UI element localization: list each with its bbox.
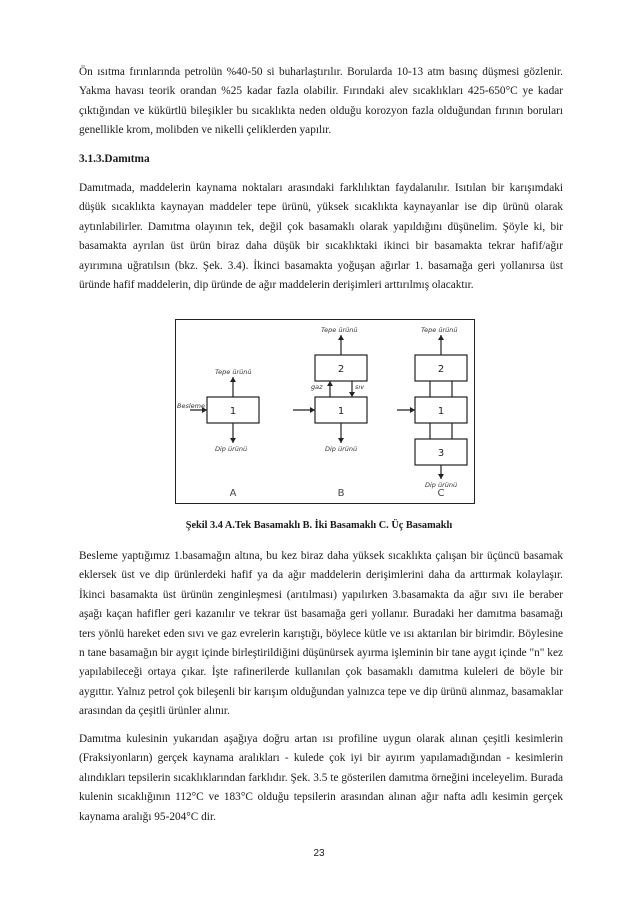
bottom-product-label: Dip ürünü xyxy=(425,481,458,489)
page-number: 23 xyxy=(313,848,325,859)
figure-caption: Şekil 3.4 A.Tek Basamaklı B. İki Basamaklı C. Üç Basamaklı xyxy=(185,520,453,531)
bottom-product-label: Dip ürünü xyxy=(325,445,358,453)
top-product-label: Tepe ürünü xyxy=(321,326,358,334)
gas-label: gaz xyxy=(311,383,323,391)
box-number: 1 xyxy=(437,406,445,417)
feed-label: Besleme xyxy=(177,402,205,410)
bottom-product-label: Dip ürünü xyxy=(215,445,248,453)
fractions-paragraph: Damıtma kulesinin yukarıdan aşağıya doğru artan ısı profiline uygun olarak alınan çeşitli kesimlerin (Fraksiyonların) gerçek kaynama aralıkları - kulede çok iyi bir ayırım yapılamadığından - kesimlerin alındıkları tepsilerin sıcaklıklarından farklıdır. Şek. 3.5 te gösterilen damıtma örneğini inceleyelim. Burada kulenin sıcaklığının 112°C ve 183°C olduğu tepsilerin arasından alınan ağır nafta adlı kesimin gerçek kaynama aralığı 95-204°C dir. xyxy=(79,733,563,823)
liquid-label: sıv xyxy=(355,383,365,391)
box-number: 1 xyxy=(337,406,345,417)
third-stage-paragraph: Besleme yaptığımız 1.basamağın altına, bu kez biraz daha yüksek sıcaklıkta çalışan bir üçüncü basamak eklersek üst ve dip ürünlerdeki hafif ya da ağır maddelerin derişimlerini daha da arttırmak kolaylaşır. İkinci basamakta üst ürünün zenginleşmesi (arıtılması) yapılırken 3.basamakta da ağır sıvı ile beraber aşağı kaçan hafifler geri kazanılır ve tekrar üst basamağa geri yollanır. Buradaki her damıtma basamağı ters yönlü hareket eden sıvı ve gaz evrelerin karıştığı, böylece kütle ve ısı aktarılan bir birimdir. Böylesine n tane basamağın bir aygıt içinde birleştirildiğini düşünürsek ayırma işleminin bir tane aygıt içinde "n" kez yapılabileceği ortaya çıkar. İşte rafinerilerde kullanılan çok basamaklı damıtma kuleleri de böyle bir aygıttır. Yalnız petrol çok bileşenli bir karışım olduğundan yalnızca tepe ve dip ürünü alınmaz, basamaklar arasından da çeşitli ürünler alınır. xyxy=(79,550,563,718)
box-number: 2 xyxy=(337,364,345,375)
box-number: 1 xyxy=(229,406,237,417)
panel-letter: B xyxy=(337,488,345,499)
box-number: 3 xyxy=(437,448,445,459)
box-number: 2 xyxy=(437,364,445,375)
top-product-label: Tepe ürünü xyxy=(215,368,252,376)
intro-paragraph: Ön ısıtma fırınlarında petrolün %40-50 si buharlaştırılır. Borularda 10-13 atm basınç düşmesi gözlenir. Yakma havası teorik orandan %25 kadar fazla olabilir. Fırındaki alev sıcaklıkları 425-650°C ye kadar çıktığından ve kükürtlü bileşikler bu sıcaklıkta neden olduğu korozyon fazla olduğundan fırının boruları genellikle krom, molibden ve nikelli çeliklerden yapılır. xyxy=(79,66,563,137)
panel-letter: C xyxy=(437,488,445,499)
section-heading: 3.1.3.Damıtma xyxy=(79,153,150,165)
panel-letter: A xyxy=(229,488,237,499)
distillation-paragraph: Damıtmada, maddelerin kaynama noktaları arasındaki farklılıktan faydalanılır. Isıtılan bir karışımdaki düşük sıcaklıkta kaynayan maddeler tepe ürünü, yüksek sıcaklıkta kaynayanlar ise dip ürünü olarak aytınlabilirler. Damıtma olayının tek, değil çok basamaklı olarak yapıldığını düşünelim. Şöyle ki, bir basamakta ayrılan üst ürün biraz daha düşük bir sıcaklıktaki ikinci bir basamakta tekrar hafif/ağır ayırımına uğratılsın (bkz. Şek. 3.4). İkinci basamakta yoğuşan ağırlar 1. basamağa geri yollanırsa üst üründe hafif maddelerin, dip üründe de ağır maddelerin derişimleri arttırılmış olacaktır. xyxy=(79,182,563,292)
distillation-stages-figure xyxy=(175,319,475,504)
top-product-label: Tepe ürünü xyxy=(421,326,458,334)
